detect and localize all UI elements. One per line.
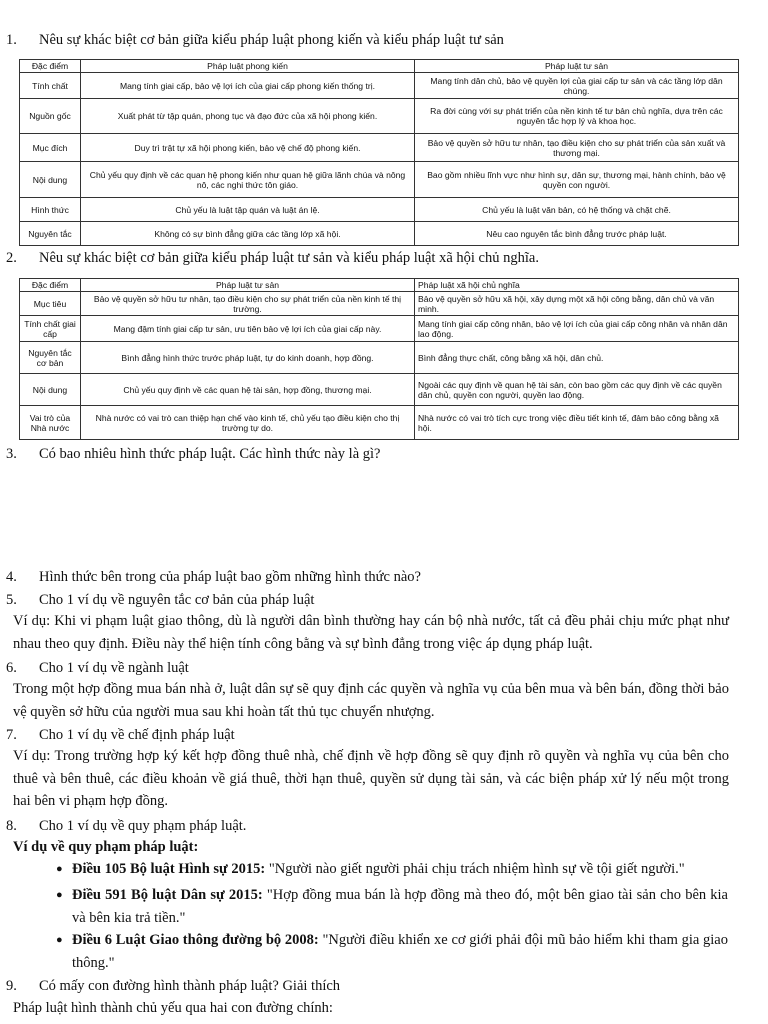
bullet-icon: ● xyxy=(56,934,63,946)
question-text: Có bao nhiêu hình thức pháp luật. Các hình thức này là gì? xyxy=(39,446,381,462)
question-7 xyxy=(6,726,235,744)
answer-6: Trong một hợp đồng mua bán nhà ở, luật dân sự sẽ quy định các quyền và nghĩa vụ của bên mua và bên bán, đồng thời bảo vệ quyền sở hữu của người mua sau khi hoàn tất thủ tục chuyển nhượng. xyxy=(13,681,729,720)
table-header-row xyxy=(20,279,739,292)
table-cell: Nêu cao nguyên tắc bình đẳng trước pháp luật. xyxy=(415,222,739,246)
question-1 xyxy=(6,31,504,49)
table-cell: Hình thức xyxy=(20,198,81,222)
table-cell: Nội dung xyxy=(20,162,81,198)
table-row xyxy=(20,342,739,374)
law-article: Điều 591 Bộ luật Dân sự 2015: xyxy=(72,887,263,903)
table-cell: Tính chất giai cấp xyxy=(20,316,81,342)
table-cell: Không có sự bình đẳng giữa các tầng lớp xã hội. xyxy=(81,222,415,246)
question-text: Cho 1 ví dụ về ngành luật xyxy=(39,660,189,676)
table-row xyxy=(20,162,739,198)
bullet-icon: ● xyxy=(56,889,63,901)
law-example-item xyxy=(56,884,728,929)
table-cell: Mục tiêu xyxy=(20,292,81,316)
question-number: 9. xyxy=(6,978,17,994)
bullet-icon: ● xyxy=(56,863,63,875)
table-header-cell: Đặc điểm xyxy=(20,60,81,73)
table-cell: Chủ yếu là luật văn bản, có hệ thống và chặt chẽ. xyxy=(415,198,739,222)
question-text: Hình thức bên trong của pháp luật bao gồm những hình thức nào? xyxy=(39,569,421,585)
table-row xyxy=(20,134,739,162)
law-example-item xyxy=(56,929,728,974)
table-cell: Ra đời cùng với sự phát triển của nền kinh tế tư bản chủ nghĩa, dựa trên các nguyên tắc hợp lý và khoa học. xyxy=(415,99,739,134)
law-text: "Hợp đồng mua bán là hợp đồng mà theo đó, một bên giao tài sản cho bên kia và bên kia trả tiền." xyxy=(72,887,728,926)
law-text: "Người nào giết người phải chịu trách nhiệm hình sự về tội giết người." xyxy=(265,861,685,877)
table-header-row xyxy=(20,60,739,73)
table-cell: Mang đậm tính giai cấp tư sản, ưu tiên bảo vệ lợi ích của giai cấp này. xyxy=(81,316,415,342)
table-cell: Nội dung xyxy=(20,374,81,406)
table-header-cell: Pháp luật xã hội chủ nghĩa xyxy=(415,279,739,292)
law-example-item xyxy=(56,858,728,881)
question-text: Cho 1 ví dụ về chế định pháp luật xyxy=(39,727,235,743)
answer-7: Ví dụ: Trong trường hợp ký kết hợp đồng thuê nhà, chế định về hợp đồng sẽ quy định rõ quyền và nghĩa vụ của bên cho thuê và bên thuê, các điều khoản về giá thuê, thời hạn thuê, quyền sử dụng tài sản, và các biện pháp xử lý nếu một trong hai bên vi phạm hợp đồng. xyxy=(13,748,729,809)
table-cell: Mang tính giai cấp công nhân, bảo vệ lợi ích của giai cấp công nhân và nhân dân lao động. xyxy=(415,316,739,342)
answer-8-title: Ví dụ về quy phạm pháp luật: xyxy=(13,839,199,855)
question-3 xyxy=(6,445,381,463)
table-cell: Nhà nước có vai trò tích cực trong việc điều tiết kinh tế, đảm bảo công bằng xã hội. xyxy=(415,406,739,440)
table-cell: Ngoài các quy định về quan hệ tài sản, còn bao gồm các quy định về các quyền dân chủ, quyền con người, quyền lao động. xyxy=(415,374,739,406)
question-text: Cho 1 ví dụ về quy phạm pháp luật. xyxy=(39,818,247,834)
question-number: 6. xyxy=(6,660,17,676)
table-header-cell: Pháp luật tư sản xyxy=(415,60,739,73)
answer-9: Pháp luật hình thành chủ yếu qua hai con đường chính: xyxy=(13,1000,333,1016)
table-cell: Bình đẳng hình thức trước pháp luật, tự do kinh doanh, hợp đồng. xyxy=(81,342,415,374)
table-cell: Duy trì trật tự xã hội phong kiến, bảo vệ chế độ phong kiến. xyxy=(81,134,415,162)
question-number: 2. xyxy=(6,250,17,266)
question-number: 3. xyxy=(6,446,17,462)
question-4 xyxy=(6,568,421,586)
question-number: 7. xyxy=(6,727,17,743)
table-row xyxy=(20,222,739,246)
question-text: Cho 1 ví dụ về nguyên tắc cơ bản của pháp luật xyxy=(39,592,315,608)
table-cell: Nguyên tắc cơ bản xyxy=(20,342,81,374)
table-cell: Bảo vệ quyền sở hữu tư nhân, tạo điều kiện cho sự phát triển của sản xuất và thương mại. xyxy=(415,134,739,162)
table-header-cell: Pháp luật phong kiến xyxy=(81,60,415,73)
law-article: Điều 6 Luật Giao thông đường bộ 2008: xyxy=(72,932,319,948)
table-cell: Bảo vệ quyền sở hữu tư nhân, tạo điều kiện cho sự phát triển của nền kinh tế thị trường. xyxy=(81,292,415,316)
question-5 xyxy=(6,591,314,609)
table-cell: Chủ yếu là luật tập quán và luật án lệ. xyxy=(81,198,415,222)
table-row xyxy=(20,316,739,342)
table-cell: Nguồn gốc xyxy=(20,99,81,134)
table-cell: Chủ yếu quy định về các quan hệ phong kiến như quan hệ giữa lãnh chúa và nông nô, các nghi thức tôn giáo. xyxy=(81,162,415,198)
table-cell: Bao gồm nhiều lĩnh vực như hình sự, dân sự, thương mại, hành chính, bảo vệ quyền con người. xyxy=(415,162,739,198)
table-cell: Bình đẳng thực chất, công bằng xã hội, dân chủ. xyxy=(415,342,739,374)
question-number: 5. xyxy=(6,592,17,608)
question-text: Nêu sự khác biệt cơ bản giữa kiểu pháp luật tư sản và kiểu pháp luật xã hội chủ nghĩa. xyxy=(39,250,539,266)
table-cell: Mục đích xyxy=(20,134,81,162)
table-row xyxy=(20,99,739,134)
question-number: 1. xyxy=(6,32,17,48)
table-row xyxy=(20,73,739,99)
table-header-cell: Pháp luật tư sản xyxy=(81,279,415,292)
table-cell: Mang tính dân chủ, bảo vệ quyền lợi của giai cấp tư sản và các tầng lớp dân chúng. xyxy=(415,73,739,99)
table-cell: Chủ yếu quy định về các quan hệ tài sản, hợp đồng, thương mại. xyxy=(81,374,415,406)
comparison-table-bourgeois-socialist xyxy=(19,278,739,440)
answer-5: Ví dụ: Khi vi phạm luật giao thông, dù là người dân bình thường hay cán bộ nhà nước, tất cả đều phải chịu mức phạt như nhau theo quy định. Điều này thể hiện tính công bằng và sự bình đẳng trong việc áp dụng pháp luật. xyxy=(13,613,729,652)
question-number: 8. xyxy=(6,818,17,834)
comparison-table-feudal-bourgeois xyxy=(19,59,739,246)
question-2 xyxy=(6,249,539,267)
table-cell: Nhà nước có vai trò can thiệp hạn chế vào kinh tế, chủ yếu tạo điều kiện cho thị trường tự do. xyxy=(81,406,415,440)
table-cell: Mang tính giai cấp, bảo vệ lợi ích của giai cấp phong kiến thống trị. xyxy=(81,73,415,99)
law-article: Điều 105 Bộ luật Hình sự 2015: xyxy=(72,861,266,877)
question-9 xyxy=(6,977,340,995)
law-text: "Người điều khiển xe cơ giới phải đội mũ bảo hiểm khi tham gia giao thông." xyxy=(72,932,728,971)
question-6 xyxy=(6,659,189,677)
question-8 xyxy=(6,817,246,835)
table-header-cell: Đặc điểm xyxy=(20,279,81,292)
table-row xyxy=(20,374,739,406)
table-cell: Nguyên tắc xyxy=(20,222,81,246)
table-row xyxy=(20,198,739,222)
table-cell: Vai trò của Nhà nước xyxy=(20,406,81,440)
question-text: Nêu sự khác biệt cơ bản giữa kiểu pháp luật phong kiến và kiểu pháp luật tư sản xyxy=(39,32,504,48)
question-text: Có mấy con đường hình thành pháp luật? Giải thích xyxy=(39,978,341,994)
table-row xyxy=(20,406,739,440)
question-number: 4. xyxy=(6,569,17,585)
table-cell: Bảo vệ quyền sở hữu xã hội, xây dựng một xã hội công bằng, dân chủ và văn minh. xyxy=(415,292,739,316)
table-row xyxy=(20,292,739,316)
table-cell: Xuất phát từ tập quán, phong tục và đạo đức của xã hội phong kiến. xyxy=(81,99,415,134)
table-cell: Tính chất xyxy=(20,73,81,99)
